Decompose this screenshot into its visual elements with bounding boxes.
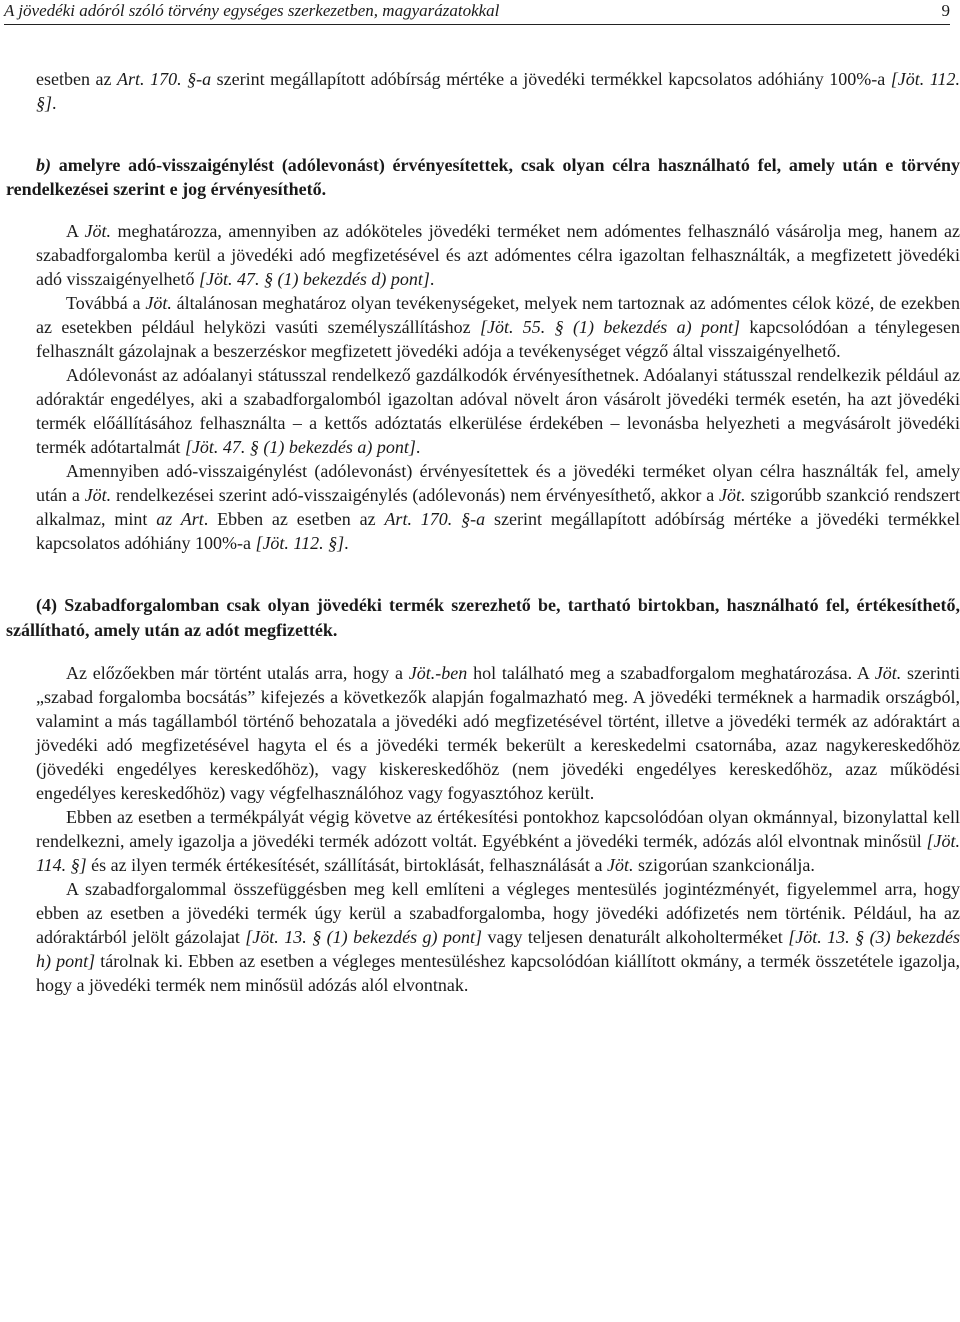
paragraph: Ebben az esetben a termékpályát végig követve az értékesítési pontokhoz kapcsolódóan olyan okmánnyal, bizonylattal kell rendelkezni, amely igazolja a jövedéki termék adózott voltát. Egyébként a jövedéki termék, adózás alól elvontnak minősül [Jöt. 114. §] és az ilyen termék értékesítését, szállítását, birtoklását, felhasználását a Jöt. szigorúan szankcionálja. xyxy=(36,807,960,875)
paragraph: Adólevonást az adóalanyi státusszal rendelkező gazdálkodók érvényesíthetnek. Adóalanyi státusszal rendelkezik például az adóraktár engedélyes, aki a szabadforgalomból igazoltan adóval növelt áron vásárolt jövedéki termék esetén, ha azt jövedéki termék előállításához felhasználta – a kettős adóztatás elkerülése érdekében – levonásba helyezheti a megvásárolt jövedéki termék adótartalmát [Jöt. 47. § (1) bekezdés a) pont]. xyxy=(36,365,960,457)
paragraph: Amennyiben adó-visszaigénylést (adólevonást) érvényesítettek és a jövedéki terméket olyan célra használták fel, amely után a Jöt. rendelkezései szerint adó-visszaigénylés (adólevonás) nem érvényesíthető, akkor a Jöt. szigorúbb szankció rendszert alkalmaz, mint az Art. Ebben az esetben az Art. 170. §-a szerint megállapított adóbírság mértéke a jövedéki termékkel kapcsolatos adóhiány 100%-a [Jöt. 112. §]. xyxy=(36,461,960,553)
running-header xyxy=(4,0,950,25)
statute-paragraph-4: (4) Szabadforgalomban csak olyan jövedéki termék szerezhető be, tartható birtokban, használható fel, értékesíthető, szállítható, amely után az adót megfizették. xyxy=(6,595,960,640)
paragraph: A szabadforgalommal összefüggésben meg kell említeni a végleges mentesülés jogintézményét, figyelemmel arra, hogy ebben az esetben a jövedéki termék úgy kerül a szabadforgalomba, hogy jövedéki adófizetés nem történik. Például, ha az adóraktárból jelölt gázolajat [Jöt. 13. § (1) bekezdés g) pont] vagy teljesen denaturált alkoholterméket [Jöt. 13. § (3) bekezdés h) pont] tárolnak ki. Ebben az esetben a végleges mentesüléshez kapcsolódóan kiállított okmány, a termék összetétele igazolja, hogy a jövedéki termék nem minősül adózás alól elvontnak. xyxy=(36,879,960,995)
page-number: 9 xyxy=(941,1,950,20)
statute-item-b: b) amelyre adó-visszaigénylést (adólevonást) érvényesítettek, csak olyan célra használható fel, amely után e törvény rendelkezései szerint e jog érvényesíthető. xyxy=(6,155,960,199)
header-title: A jövedéki adóról szóló törvény egységes szerkezetben, magyarázatokkal xyxy=(4,1,500,20)
paragraph: A Jöt. meghatározza, amennyiben az adóköteles jövedéki terméket nem adómentes felhasználó vásárolja meg, hanem az szabadforgalomba kerül a jövedéki adó megfizetésével és azt adómentes célra igazoltan felhasználták, a megfizetett jövedéki adó visszaigényelhető [Jöt. 47. § (1) bekezdés d) pont]. xyxy=(36,221,960,289)
paragraph: Az előzőekben már történt utalás arra, hogy a Jöt.-ben hol található meg a szabadforgalom meghatározása. A Jöt. szerinti „szabad forgalomba bocsátás” kifejezés a következők alapján fogalmazható meg. A jövedéki terméknek a harmadik országból, valamint a más tagállamból történő behozatala a jövedéki adó megfizetésével történt, illetve a jövedéki termék az adóraktárt a jövedéki adó megfizetésével hagyta el és a jövedéki termék bekerült a kereskedelmi csatornába, azaz nagykereskedőhöz (jövedéki engedélyes kereskedőhöz), vagy kiskereskedőhöz (nem jövedéki engedélyes kereskedőhöz, azaz működési engedélyes kereskedőhöz) vagy végfelhasználóhoz vagy fogyasztóhoz került. xyxy=(36,663,960,803)
paragraph-continuation: esetben az Art. 170. §-a szerint megállapított adóbírság mértéke a jövedéki termékkel kapcsolatos adóhiány 100%-a [Jöt. 112. §]. xyxy=(36,69,960,113)
paragraph: Továbbá a Jöt. általánosan meghatároz olyan tevékenységeket, melyek nem tartoznak az adómentes célok közé, de ezekben az esetekben például helyközi vasúti személyszállításhoz [Jöt. 55. § (1) bekezdés a) pont] kapcsolódóan a ténylegesen felhasznált gázolajnak a beszerzéskor megfizetett jövedéki adója a tevékenységet végző által visszaigényelhető. xyxy=(36,293,960,361)
page-body xyxy=(6,67,960,997)
